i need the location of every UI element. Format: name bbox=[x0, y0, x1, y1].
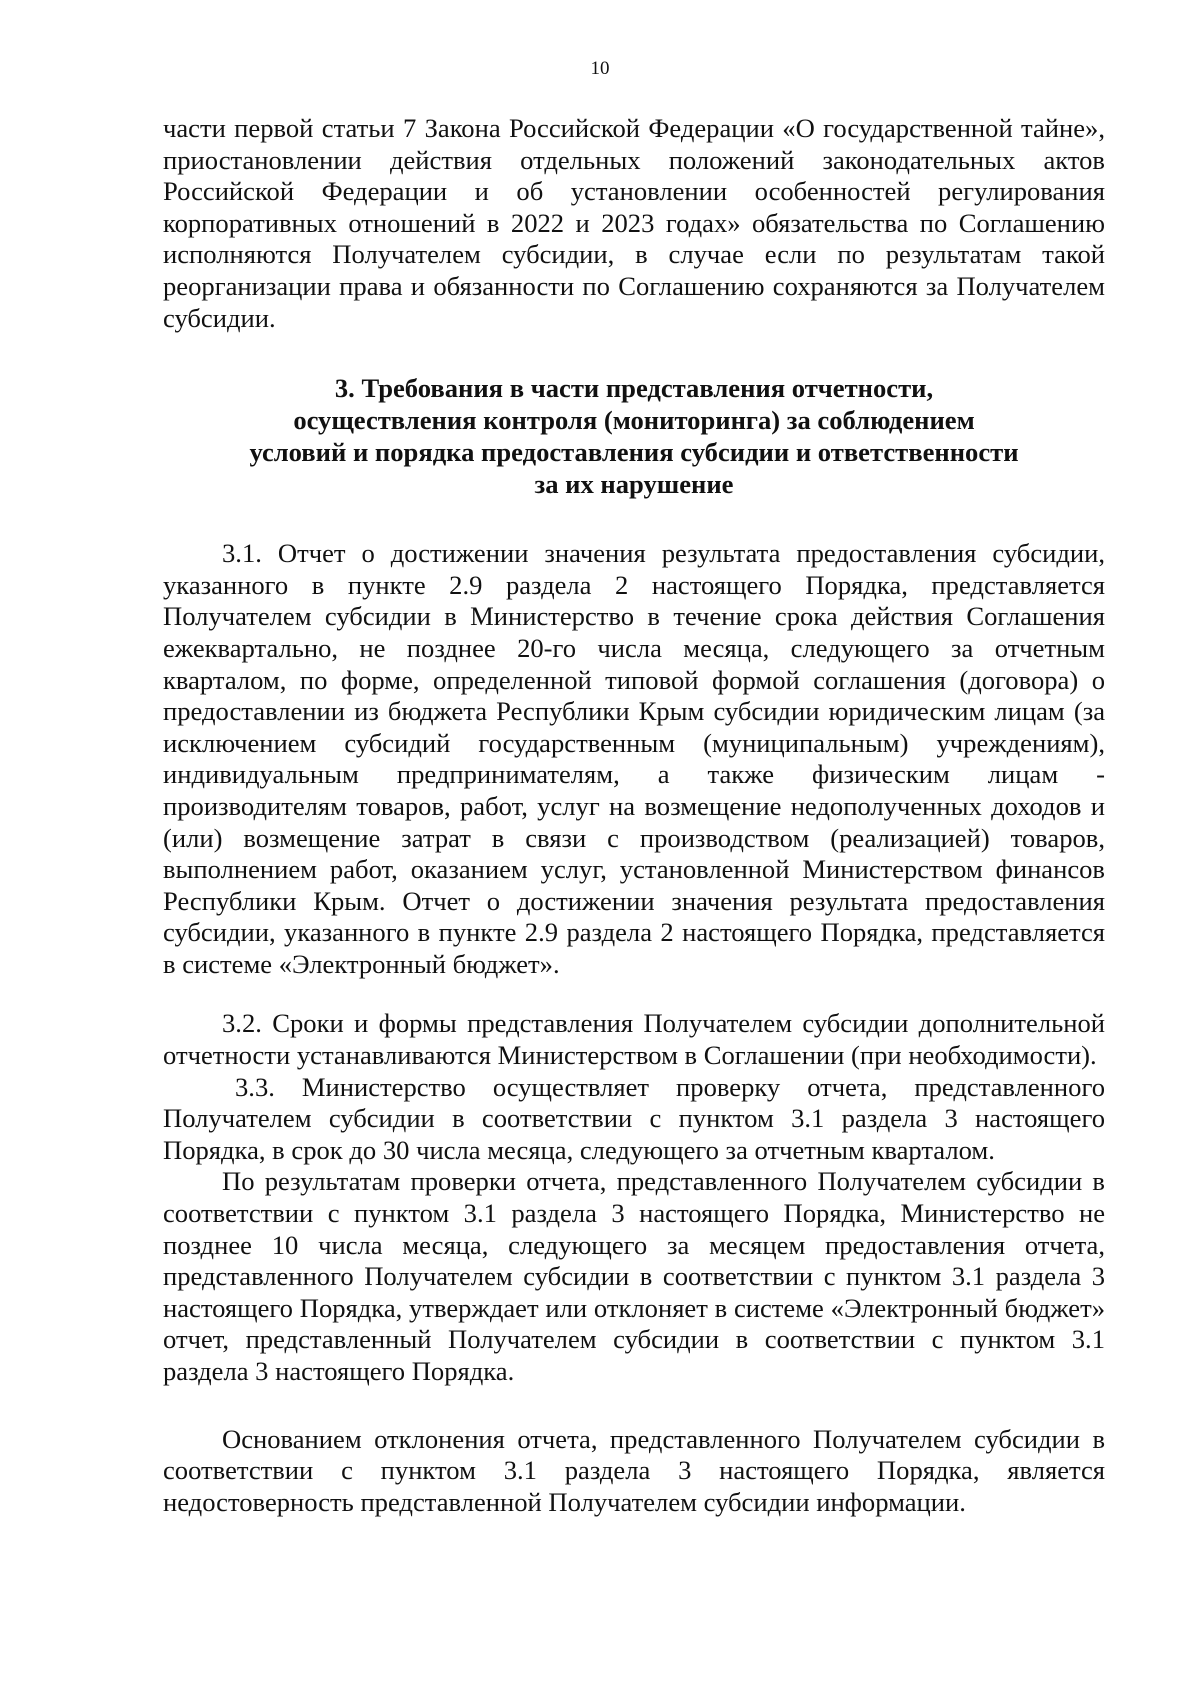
paragraph-results: По результатам проверки отчета, представленного Получателем субсидии в соответствии с пунктом 3.1 раздела 3 настоящего Порядка, Министерство не позднее 10 числа месяца, следующего за месяцем предоставления отчета, представленного Получателем субсидии в соответствии с пунктом 3.1 раздела 3 настоящего Порядка, утверждает или отклоняет в системе «Электронный бюджет» отчет, представленный Получателем субсидии в соответствии с пунктом 3.1 раздела 3 настоящего Порядка. bbox=[163, 1166, 1105, 1386]
paragraph-3-2: 3.2. Сроки и формы представления Получателем субсидии дополнительной отчетности устанавливаются Министерством в Соглашении (при необходимости). bbox=[163, 1008, 1105, 1071]
section-heading bbox=[163, 372, 1105, 500]
page-number: 10 bbox=[590, 58, 610, 79]
paragraph-intro: части первой статьи 7 Закона Российской Федерации «О государственной тайне», приостановлении действия отдельных положений законодательных актов Российской Федерации и об установлении особенностей регулирования корпоративных отношений в 2022 и 2023 годах» обязательства по Соглашению исполняются Получателем субсидии, в случае если по результатам такой реорганизации права и обязанности по Соглашению сохраняются за Получателем субсидии. bbox=[163, 113, 1105, 333]
paragraph-3-1: 3.1. Отчет о достижении значения результата предоставления субсидии, указанного в пункте 2.9 раздела 2 настоящего Порядка, представляется Получателем субсидии в Министерство в течение срока действия Соглашения ежеквартально, не позднее 20-го числа месяца, следующего за отчетным кварталом, по форме, определенной типовой формой соглашения (договора) о предоставлении из бюджета Республики Крым субсидии юридическим лицам (за исключением субсидий государственным (муниципальным) учреждениям), индивидуальным предпринимателям, а также физическим лицам - производителям товаров, работ, услуг на возмещение недополученных доходов и (или) возмещение затрат в связи с производством (реализацией) товаров, выполнением работ, оказанием услуг, установленной Министерством финансов Республики Крым. Отчет о достижении значения результата предоставления субсидии, указанного в пункте 2.9 раздела 2 настоящего Порядка, представляется в системе «Электронный бюджет». bbox=[163, 538, 1105, 979]
paragraph-3-3: 3.3. Министерство осуществляет проверку отчета, представленного Получателем субсидии в соответствии с пунктом 3.1 раздела 3 настоящего Порядка, в срок до 30 числа месяца, следующего за отчетным кварталом. bbox=[163, 1071, 1105, 1165]
section-heading-line: за их нарушение bbox=[534, 469, 734, 500]
section-heading-line: 3. Требования в части представления отчетности, bbox=[334, 373, 934, 404]
paragraph-grounds: Основанием отклонения отчета, представленного Получателем субсидии в соответствии с пунктом 3.1 раздела 3 настоящего Порядка, является недостоверность представленной Получателем субсидии информации. bbox=[163, 1423, 1105, 1517]
section-heading-line: условий и порядка предоставления субсидии и ответственности bbox=[249, 437, 1019, 468]
document-body bbox=[163, 113, 1105, 1518]
section-heading-line: осуществления контроля (мониторинга) за соблюдением bbox=[293, 405, 975, 436]
